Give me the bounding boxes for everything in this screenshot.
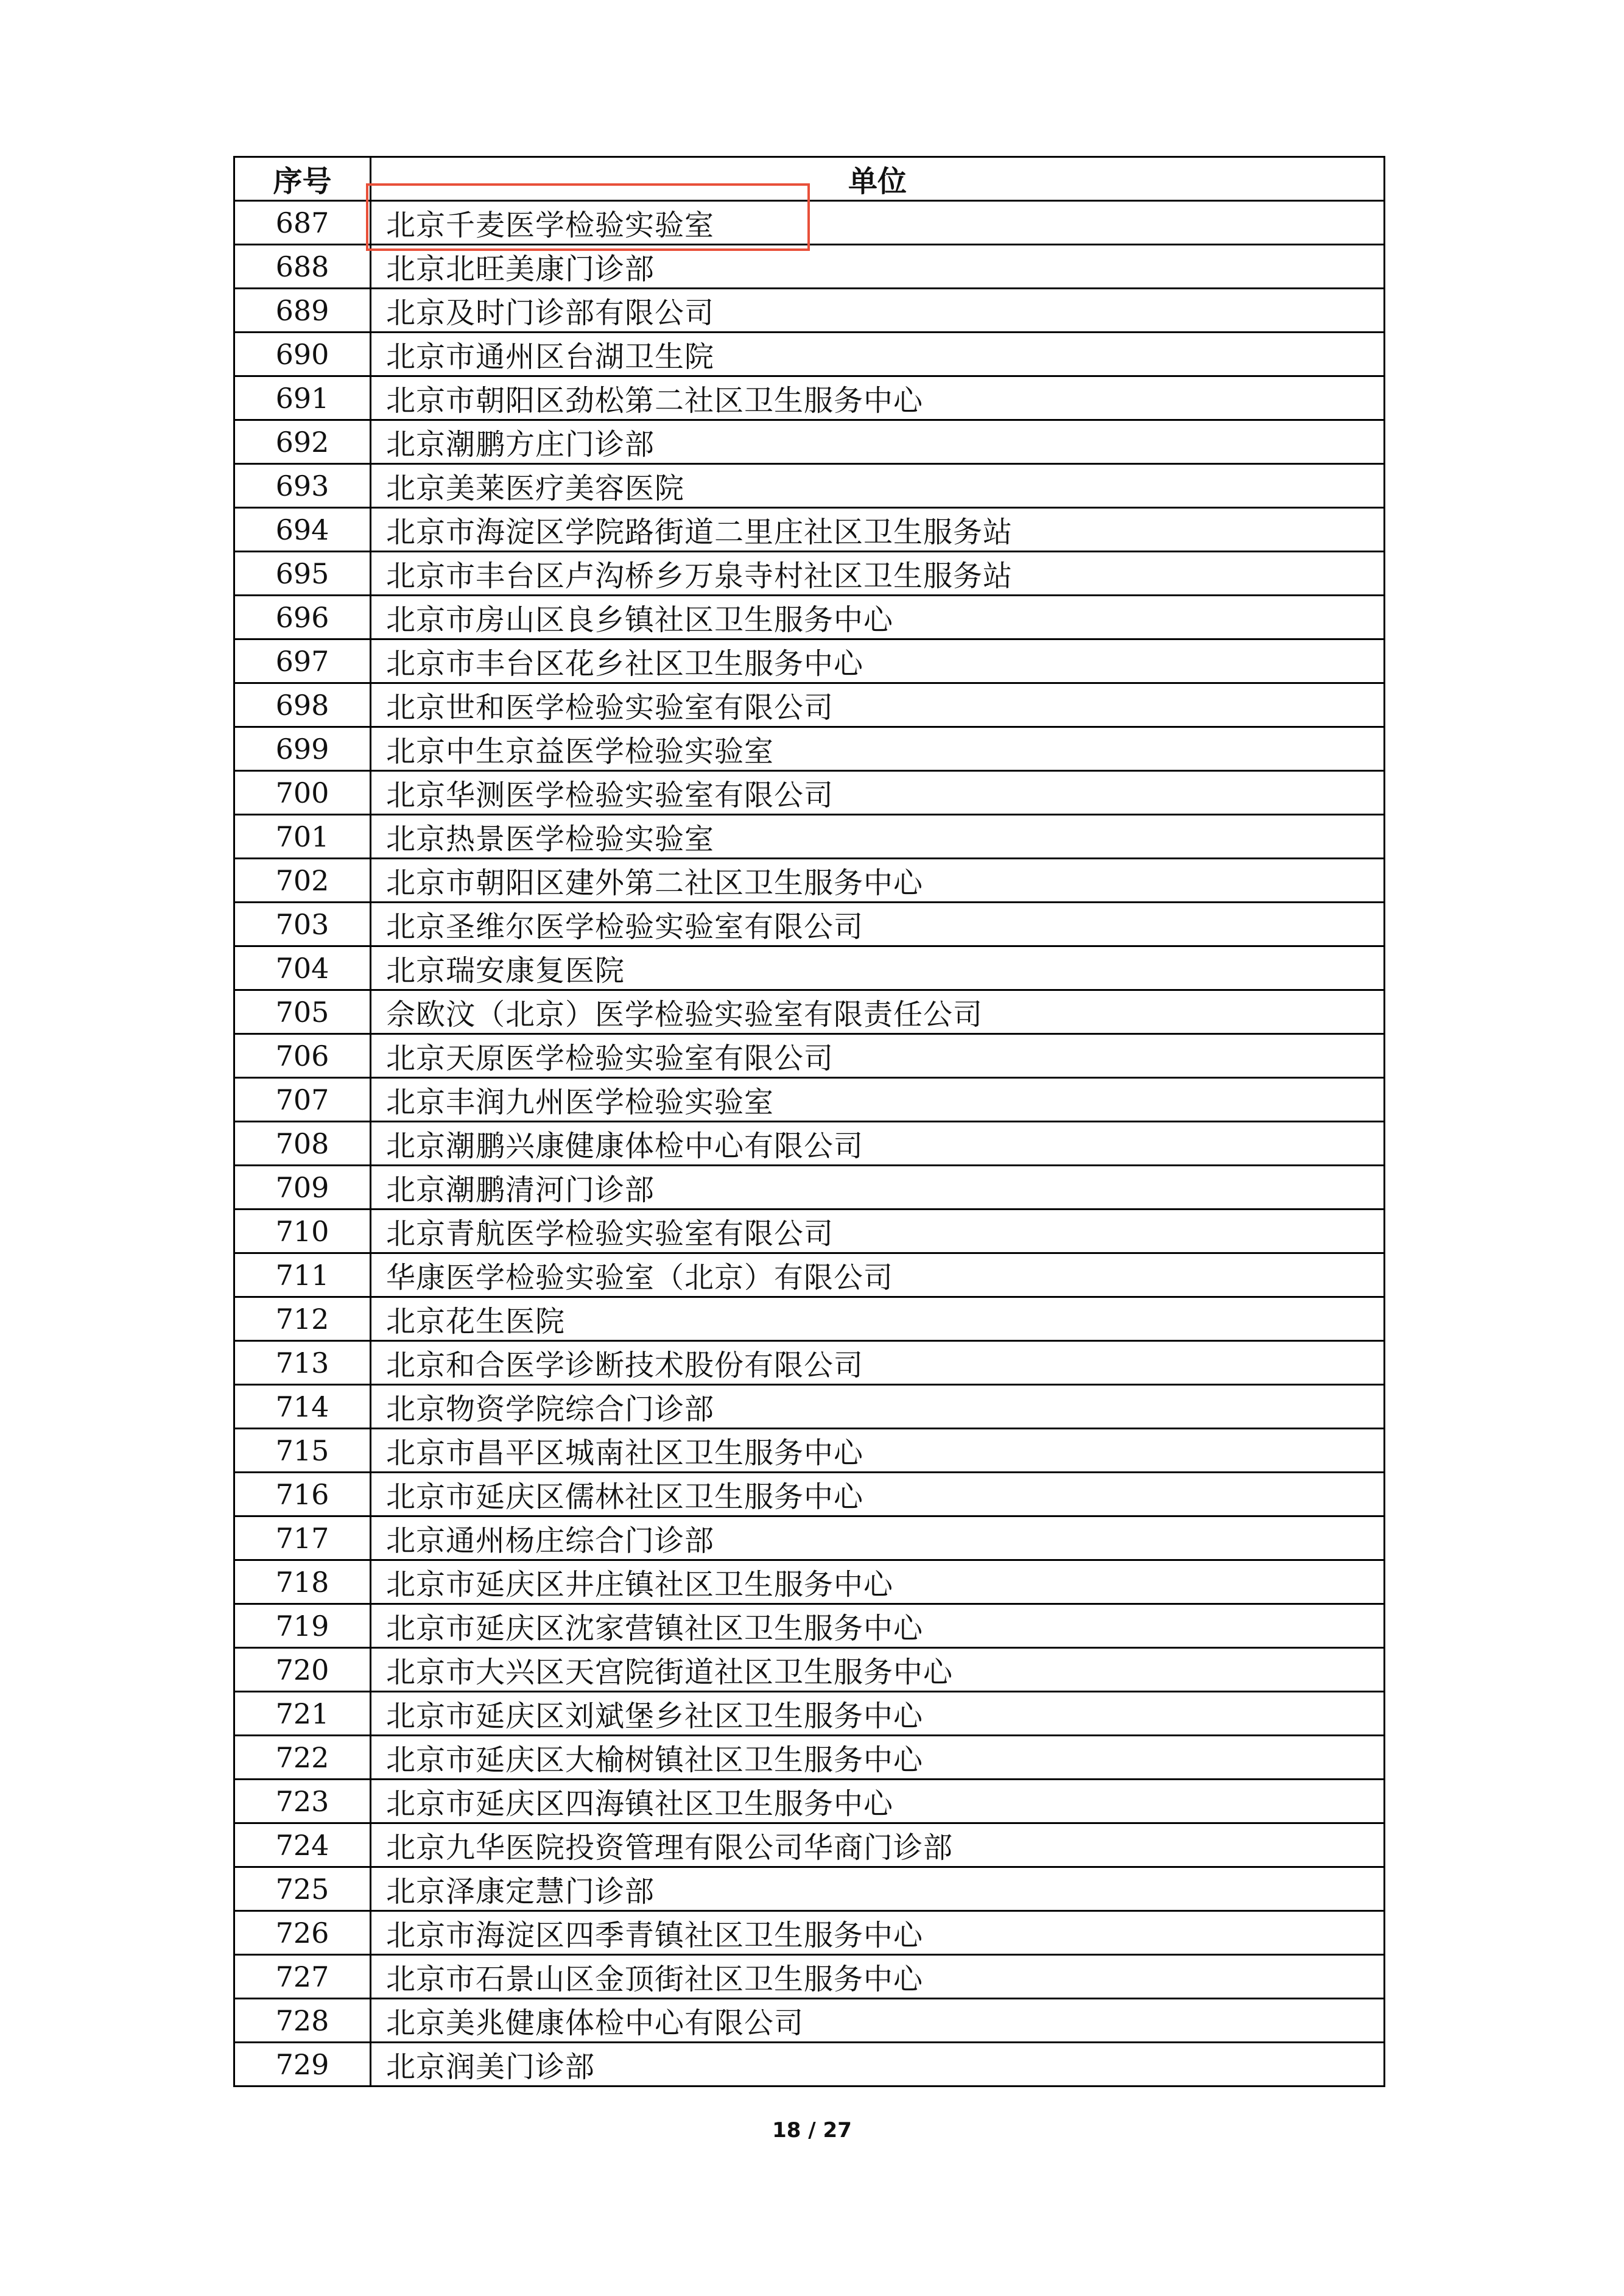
table-row <box>234 420 1385 464</box>
row-number-cell: 700 <box>234 771 371 815</box>
table-row <box>234 333 1385 376</box>
table-row <box>234 596 1385 639</box>
row-number-cell: 694 <box>234 508 371 552</box>
row-number-cell: 715 <box>234 1429 371 1473</box>
row-unit-cell: 北京市延庆区沈家营镇社区卫生服务中心 <box>371 1604 1385 1648</box>
table-row <box>234 727 1385 771</box>
row-unit-cell: 北京九华医院投资管理有限公司华商门诊部 <box>371 1823 1385 1867</box>
row-number-cell: 708 <box>234 1122 371 1166</box>
row-number-cell: 711 <box>234 1253 371 1297</box>
table-row <box>234 1122 1385 1166</box>
row-unit-cell: 北京中生京益医学检验实验室 <box>371 727 1385 771</box>
row-unit-cell: 北京市通州区台湖卫生院 <box>371 333 1385 376</box>
row-number-cell: 687 <box>234 201 371 245</box>
row-unit-cell: 北京潮鹏兴康健康体检中心有限公司 <box>371 1122 1385 1166</box>
row-number-cell: 691 <box>234 376 371 420</box>
row-number-cell: 727 <box>234 1955 371 1999</box>
row-unit-cell: 北京花生医院 <box>371 1297 1385 1341</box>
table-row <box>234 1736 1385 1780</box>
row-unit-cell: 北京通州杨庄综合门诊部 <box>371 1516 1385 1560</box>
table-row <box>234 508 1385 552</box>
header-unit: 单位 <box>371 157 1385 201</box>
row-number-cell: 719 <box>234 1604 371 1648</box>
table-row <box>234 552 1385 596</box>
row-number-cell: 706 <box>234 1034 371 1078</box>
row-unit-cell: 北京瑞安康复医院 <box>371 946 1385 990</box>
row-number-cell: 690 <box>234 333 371 376</box>
row-unit-cell: 北京市延庆区大榆树镇社区卫生服务中心 <box>371 1736 1385 1780</box>
row-number-cell: 696 <box>234 596 371 639</box>
row-unit-cell: 北京物资学院综合门诊部 <box>371 1385 1385 1429</box>
table-row <box>234 289 1385 333</box>
row-number-cell: 702 <box>234 859 371 903</box>
row-unit-cell: 北京美兆健康体检中心有限公司 <box>371 1999 1385 2043</box>
row-number-cell: 714 <box>234 1385 371 1429</box>
row-unit-cell: 北京美莱医疗美容医院 <box>371 464 1385 508</box>
table-row <box>234 201 1385 245</box>
row-number-cell: 722 <box>234 1736 371 1780</box>
row-number-cell: 698 <box>234 683 371 727</box>
row-number-cell: 720 <box>234 1648 371 1692</box>
row-number-cell: 705 <box>234 990 371 1034</box>
row-unit-cell: 北京市丰台区卢沟桥乡万泉寺村社区卫生服务站 <box>371 552 1385 596</box>
row-unit-cell: 北京市延庆区井庄镇社区卫生服务中心 <box>371 1560 1385 1604</box>
row-unit-cell: 北京市朝阳区劲松第二社区卫生服务中心 <box>371 376 1385 420</box>
table-row <box>234 946 1385 990</box>
row-unit-cell: 北京市昌平区城南社区卫生服务中心 <box>371 1429 1385 1473</box>
header-number: 序号 <box>234 157 371 201</box>
row-unit-cell: 北京市房山区良乡镇社区卫生服务中心 <box>371 596 1385 639</box>
row-number-cell: 717 <box>234 1516 371 1560</box>
row-unit-cell: 北京市丰台区花乡社区卫生服务中心 <box>371 639 1385 683</box>
unit-list-table <box>233 156 1385 2087</box>
row-number-cell: 710 <box>234 1210 371 1253</box>
table-row <box>234 1692 1385 1736</box>
row-unit-cell: 北京北旺美康门诊部 <box>371 245 1385 289</box>
row-unit-cell: 北京潮鹏清河门诊部 <box>371 1166 1385 1210</box>
row-number-cell: 713 <box>234 1341 371 1385</box>
row-unit-cell: 北京热景医学检验实验室 <box>371 815 1385 859</box>
row-number-cell: 716 <box>234 1473 371 1516</box>
table-row <box>234 1034 1385 1078</box>
row-number-cell: 692 <box>234 420 371 464</box>
row-unit-cell: 北京世和医学检验实验室有限公司 <box>371 683 1385 727</box>
row-number-cell: 726 <box>234 1911 371 1955</box>
table-row <box>234 1780 1385 1823</box>
row-unit-cell: 北京潮鹏方庄门诊部 <box>371 420 1385 464</box>
row-number-cell: 709 <box>234 1166 371 1210</box>
table-row <box>234 1253 1385 1297</box>
row-unit-cell: 北京市海淀区四季青镇社区卫生服务中心 <box>371 1911 1385 1955</box>
table-row <box>234 903 1385 946</box>
table-row <box>234 1166 1385 1210</box>
row-number-cell: 704 <box>234 946 371 990</box>
table-row <box>234 1823 1385 1867</box>
row-unit-cell: 北京市大兴区天宫院街道社区卫生服务中心 <box>371 1648 1385 1692</box>
table-row <box>234 1210 1385 1253</box>
row-unit-cell: 北京及时门诊部有限公司 <box>371 289 1385 333</box>
table-row <box>234 1078 1385 1122</box>
row-unit-cell: 北京和合医学诊断技术股份有限公司 <box>371 1341 1385 1385</box>
table-row <box>234 1516 1385 1560</box>
row-number-cell: 721 <box>234 1692 371 1736</box>
table-row <box>234 1297 1385 1341</box>
table-row <box>234 2043 1385 2086</box>
table-row <box>234 464 1385 508</box>
table-row <box>234 1341 1385 1385</box>
table-row <box>234 1560 1385 1604</box>
row-number-cell: 728 <box>234 1999 371 2043</box>
row-unit-cell: 北京市朝阳区建外第二社区卫生服务中心 <box>371 859 1385 903</box>
table-row <box>234 1385 1385 1429</box>
row-number-cell: 725 <box>234 1867 371 1911</box>
header-row <box>234 157 1385 201</box>
table-row <box>234 1999 1385 2043</box>
table-row <box>234 639 1385 683</box>
row-number-cell: 729 <box>234 2043 371 2086</box>
row-number-cell: 699 <box>234 727 371 771</box>
page-number: 18 / 27 <box>772 2118 852 2143</box>
table-header <box>234 157 1385 201</box>
row-number-cell: 688 <box>234 245 371 289</box>
row-unit-cell: 北京市延庆区儒林社区卫生服务中心 <box>371 1473 1385 1516</box>
table-row <box>234 376 1385 420</box>
row-unit-cell: 北京市石景山区金顶街社区卫生服务中心 <box>371 1955 1385 1999</box>
row-number-cell: 695 <box>234 552 371 596</box>
row-unit-cell: 北京华测医学检验实验室有限公司 <box>371 771 1385 815</box>
table-row <box>234 859 1385 903</box>
row-unit-cell: 北京天原医学检验实验室有限公司 <box>371 1034 1385 1078</box>
row-number-cell: 724 <box>234 1823 371 1867</box>
row-unit-cell: 北京润美门诊部 <box>371 2043 1385 2086</box>
table-row <box>234 1955 1385 1999</box>
row-number-cell: 707 <box>234 1078 371 1122</box>
row-unit-cell: 北京市海淀区学院路街道二里庄社区卫生服务站 <box>371 508 1385 552</box>
row-unit-cell: 华康医学检验实验室（北京）有限公司 <box>371 1253 1385 1297</box>
row-number-cell: 693 <box>234 464 371 508</box>
row-unit-cell: 北京圣维尔医学检验实验室有限公司 <box>371 903 1385 946</box>
row-unit-cell: 北京青航医学检验实验室有限公司 <box>371 1210 1385 1253</box>
table-row <box>234 245 1385 289</box>
row-unit-cell: 北京泽康定慧门诊部 <box>371 1867 1385 1911</box>
table-row <box>234 1867 1385 1911</box>
row-number-cell: 712 <box>234 1297 371 1341</box>
row-number-cell: 723 <box>234 1780 371 1823</box>
row-number-cell: 697 <box>234 639 371 683</box>
table-body <box>234 201 1385 2086</box>
table-row <box>234 990 1385 1034</box>
table-row <box>234 815 1385 859</box>
table-row <box>234 1604 1385 1648</box>
table-row <box>234 1473 1385 1516</box>
row-number-cell: 703 <box>234 903 371 946</box>
row-number-cell: 689 <box>234 289 371 333</box>
table-row <box>234 771 1385 815</box>
row-unit-cell: 佘欧汶（北京）医学检验实验室有限责任公司 <box>371 990 1385 1034</box>
row-unit-cell: 北京市延庆区四海镇社区卫生服务中心 <box>371 1780 1385 1823</box>
row-number-cell: 701 <box>234 815 371 859</box>
table-row <box>234 1648 1385 1692</box>
table-row <box>234 1429 1385 1473</box>
row-unit-cell: 北京千麦医学检验实验室 <box>371 201 1385 245</box>
row-unit-cell: 北京丰润九州医学检验实验室 <box>371 1078 1385 1122</box>
row-number-cell: 718 <box>234 1560 371 1604</box>
table-row <box>234 1911 1385 1955</box>
table-row <box>234 683 1385 727</box>
row-unit-cell: 北京市延庆区刘斌堡乡社区卫生服务中心 <box>371 1692 1385 1736</box>
